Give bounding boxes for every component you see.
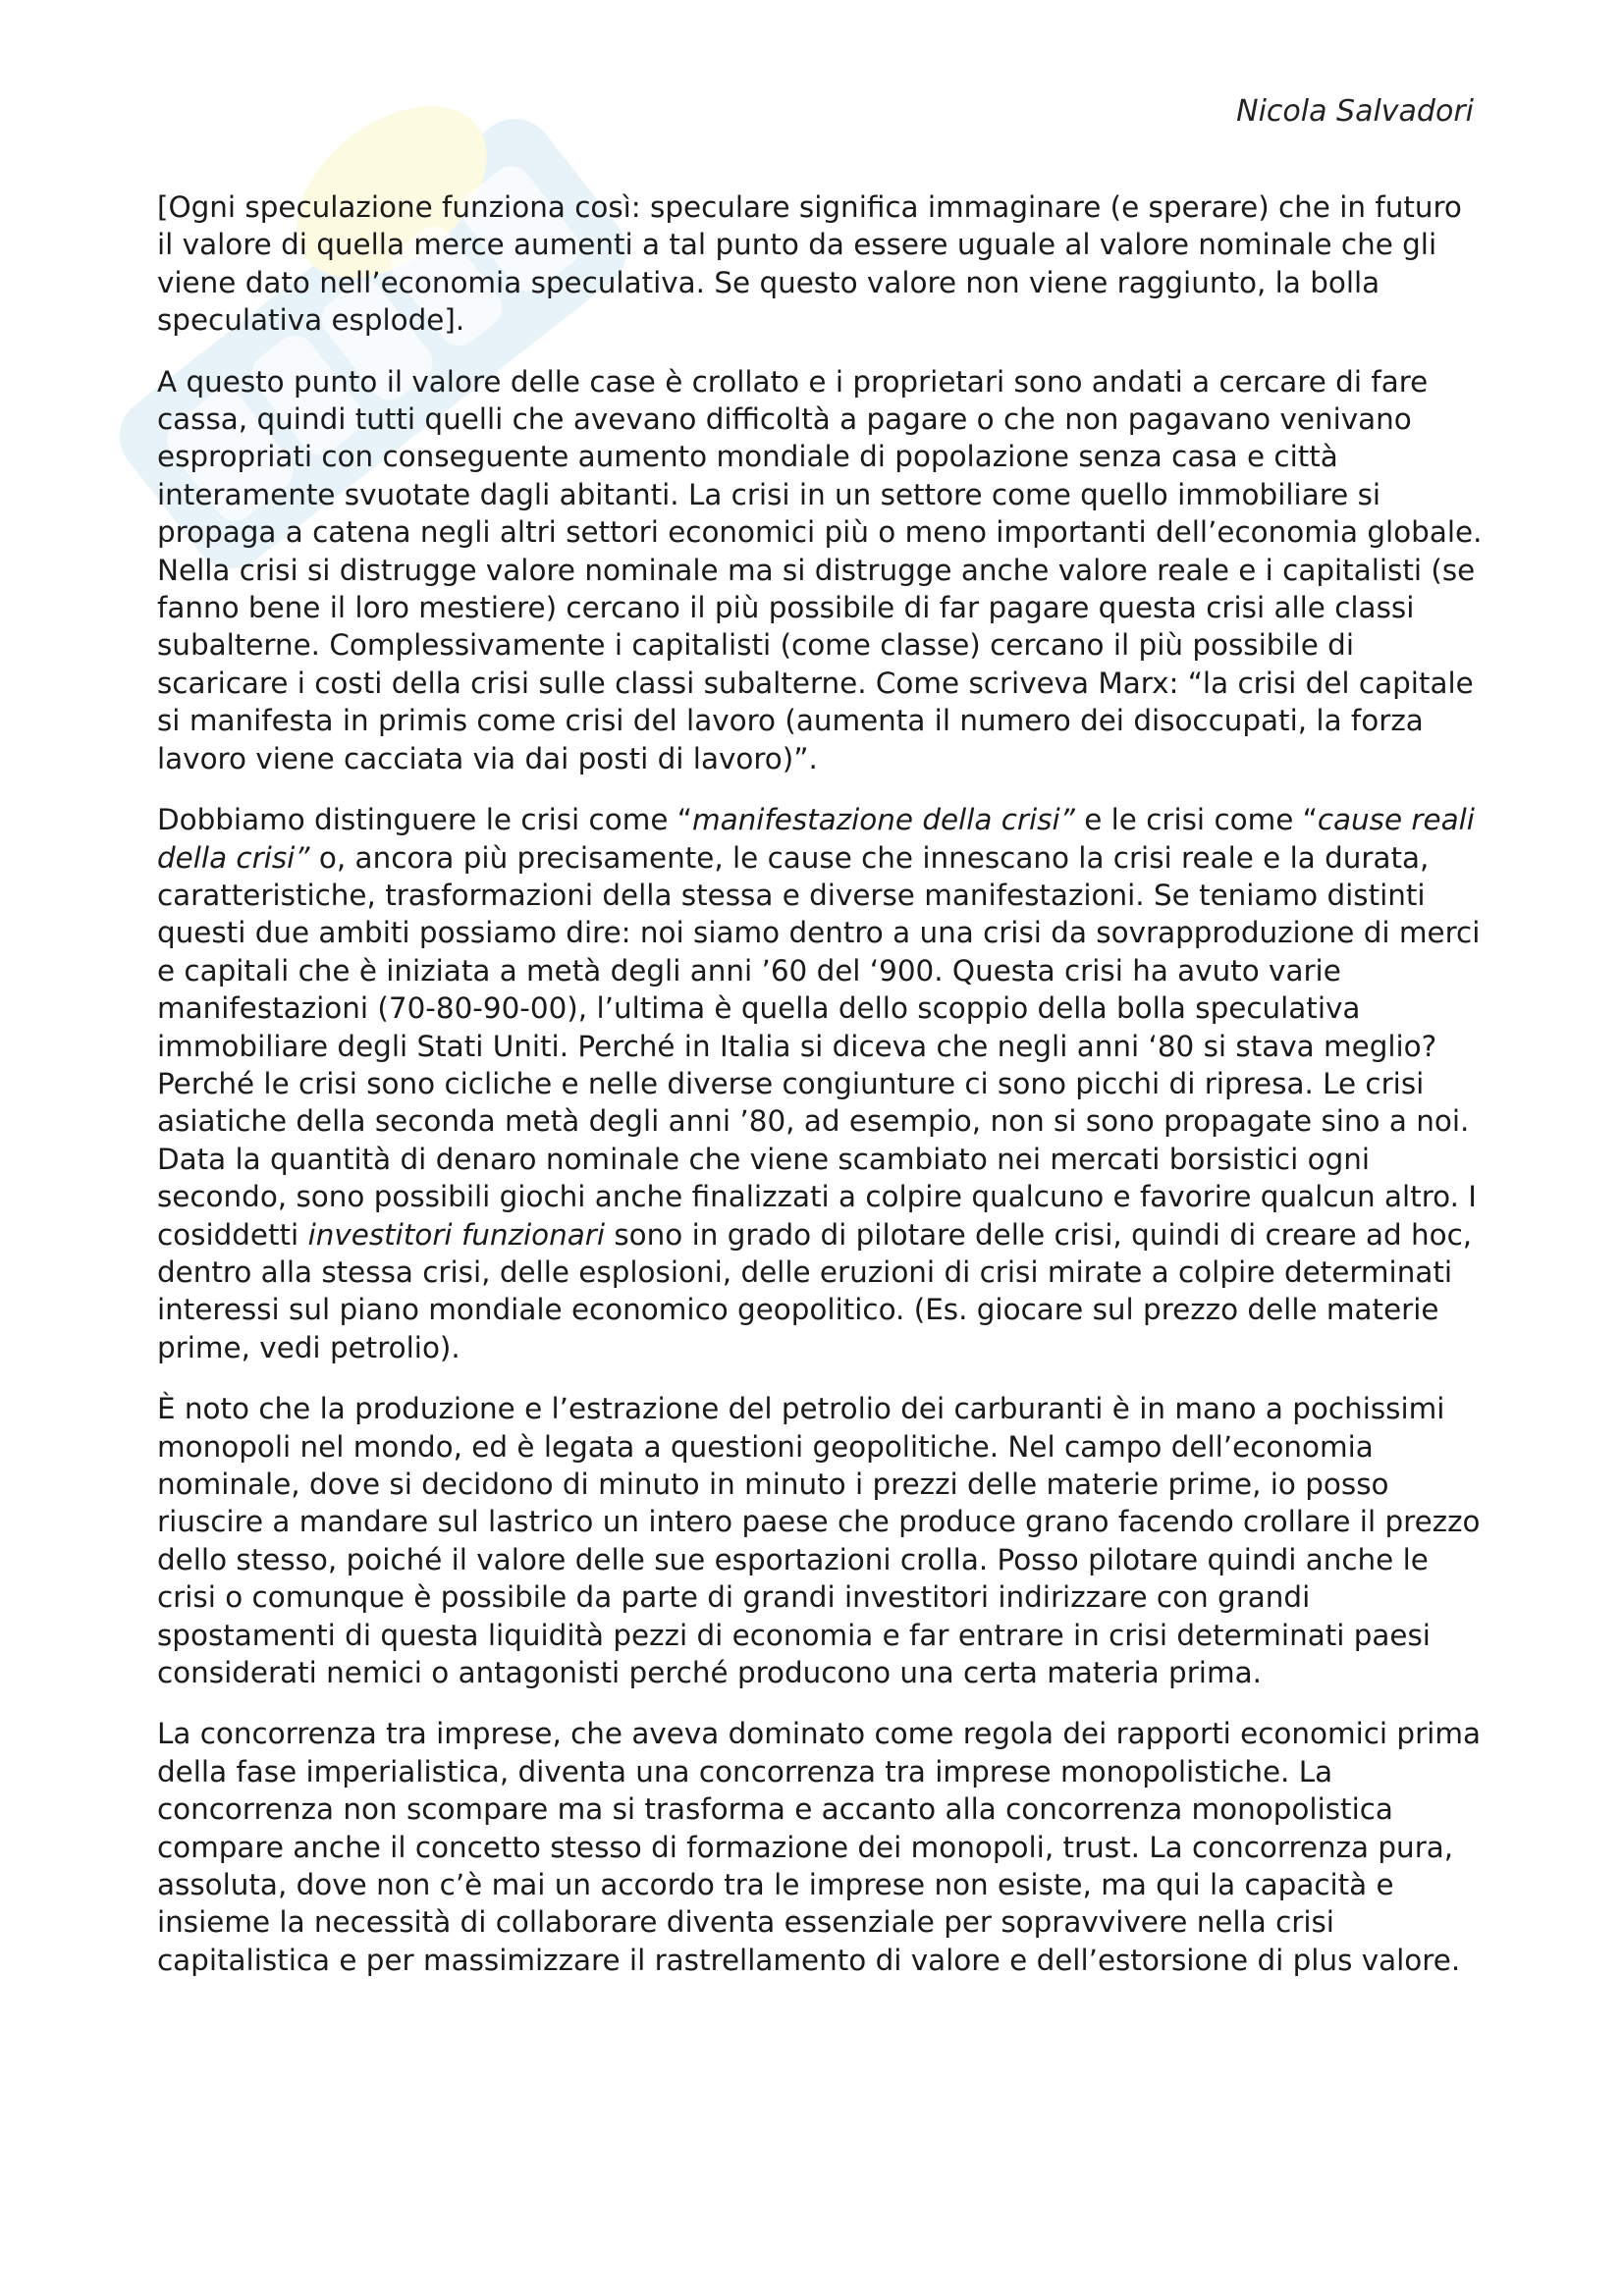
document-body [157, 188, 1483, 2002]
paragraph-housing-crisis: A questo punto il valore delle case è crollato e i proprietari sono andati a cercare di fare cassa, quindi tutti quelli che avevano difficoltà a pagare o che non pagavano venivano espropriati con conseguente aumento mondiale di popolazione senza casa e città interamente svuotate dagli abitanti. La crisi in un settore come quello immobiliare si propaga a catena negli altri settori economici più o meno importanti dell’economia globale. Nella crisi si distrugge valore nominale ma si distrugge anche valore reale e i capitalisti (se fanno bene il loro mestiere) cercano il più possibile di far pagare questa crisi alle classi subalterne. Complessivamente i capitalisti (come classe) cercano il più possibile di scaricare i costi della crisi sulle classi subalterne. Come scriveva Marx: “la crisi del capitale si manifesta in primis come crisi del lavoro (aumenta il numero dei disoccupati, la forza lavoro viene cacciata via dai posti di lavoro)”. [157, 364, 1483, 775]
italic-term: investitori funzionari [307, 1217, 606, 1252]
paragraph-speculation: [Ogni speculazione funziona così: speculare significa immaginare (e sperare) che in futuro il valore di quella merce aumenti a tal punto da essere uguale al valore nominale che gli viene dato nell’economia speculativa. Se questo valore non viene raggiunto, la bolla speculativa esplode]. [157, 190, 1462, 338]
italic-term: cause reali della crisi” [157, 803, 1475, 875]
author-name: Nicola Salvadori [1236, 94, 1474, 129]
italic-term: manifestazione della crisi” [691, 803, 1075, 837]
paragraph-competition: La concorrenza tra imprese, che aveva dominato come regola dei rapporti economici prima della fase imperialistica, diventa una concorrenza tra imprese monopolistiche. La concorrenza non scompare ma si trasforma e accanto alla concorrenza monopolistica compare anche il concetto stesso di formazione dei monopoli, trust. La concorrenza pura, assoluta, dove non c’è mai un accordo tra le imprese non esiste, ma qui la capacità e insieme la necessità di collaborare diventa essenziale per sopravvivere nella crisi capitalistica e per massimizzare il rastrellamento di valore e dell’estorsione di plus valore. [157, 1717, 1481, 1977]
paragraph-oil-monopolies: È noto che la produzione e l’estrazione del petrolio dei carburanti è in mano a pochissimi monopoli nel mondo, ed è legata a questioni geopolitiche. Nel campo dell’economia nominale, dove si decidono di minuto in minuto i prezzi delle materie prime, io posso riuscire a mandare sul lastrico un intero paese che produce grano facendo crollare il prezzo dello stesso, poiché il valore delle sue esportazioni crolla. Posso pilotare quindi anche le crisi o comunque è possibile da parte di grandi investitori indirizzare con grandi spostamenti di questa liquidità pezzi di economia e far entrare in crisi determinati paesi considerati nemici o antagonisti perché producono una certa materia prima. [157, 1392, 1481, 1690]
paragraph-crisis-distinction: Dobbiamo distinguere le crisi come “manifestazione della crisi” e le crisi come “cause reali della crisi” o, ancora più precisamente, le cause che innescano la crisi reale e la durata, caratteristiche, trasformazioni della stessa e diverse manifestazioni. Se teniamo distinti questi due ambiti possiamo dire: noi siamo dentro a una crisi da sovrapproduzione di merci e capitali che è iniziata a metà degli anni ’60 del ‘900. Questa crisi ha avuto varie manifestazioni (70-80-90-00), l’ultima è quella dello scoppio della bolla speculativa immobiliare degli Stati Uniti. Perché in Italia si diceva che negli anni ‘80 si stava meglio? Perché le crisi sono cicliche e nelle diverse congiunture ci sono picchi di ripresa. Le crisi asiatiche della seconda metà degli anni ’80, ad esempio, non si sono propagate sino a noi. Data la quantità di denaro nominale che viene scambiato nei mercati borsistici ogni secondo, sono possibili giochi anche finalizzati a colpire qualcuno e favorire qualcun altro. I cosiddetti investitori funzionari sono in grado di pilotare delle crisi, quindi di creare ad hoc, dentro alla stessa crisi, delle esplosioni, delle eruzioni di crisi mirate a colpire determinati interessi sul piano mondiale economico geopolitico. (Es. giocare sul prezzo delle materie prime, vedi petrolio). [157, 803, 1481, 1364]
